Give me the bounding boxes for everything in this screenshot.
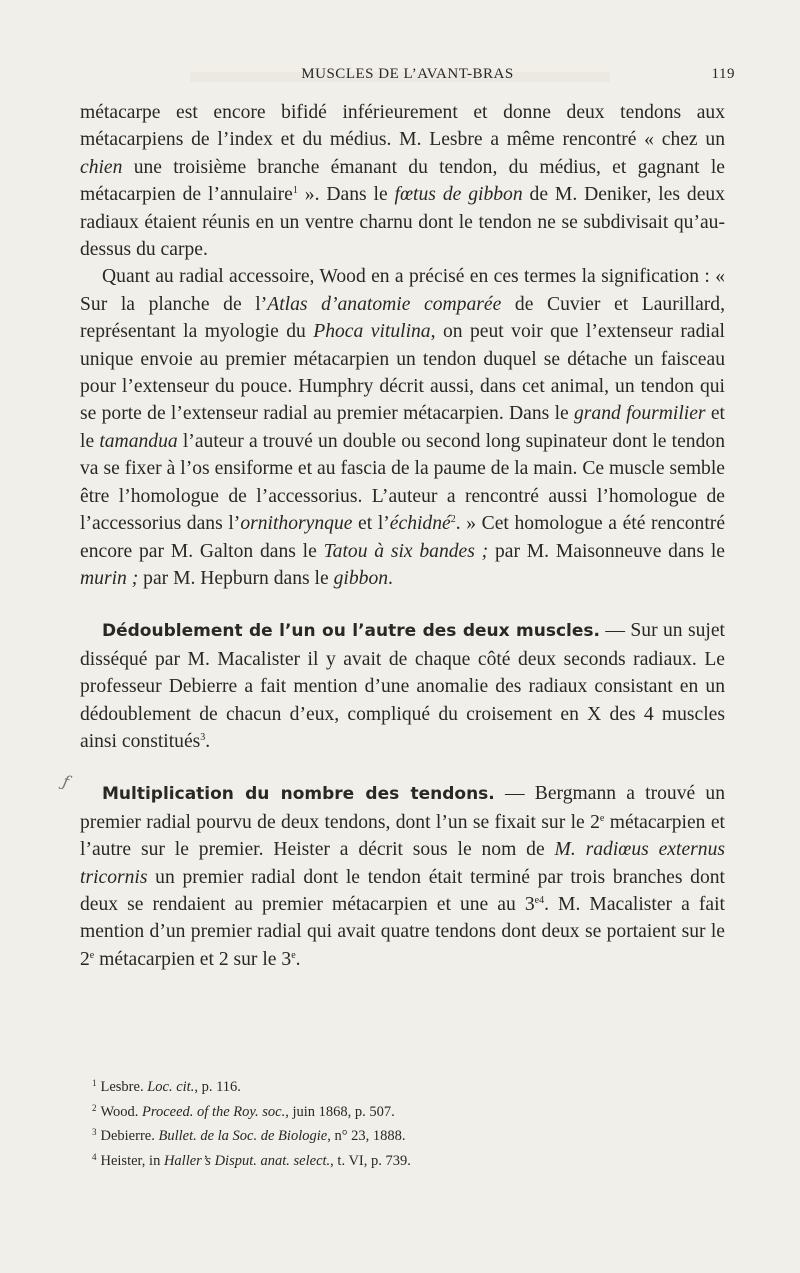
footnote-ref: 3	[200, 731, 206, 743]
paragraph: Quant au radial accessoire, Wood en a précisé en ces termes la signification : « Sur la planche de l’Atlas d’anatomie comparée de Cuvier et Laurillard, représentant la myologie du Phoca vitulina, on peut voir que l’extenseur radial unique envoie au premier métacarpien un tendon duquel se détache un faisceau pour l’extenseur du pouce. Humphry décrit aussi, dans cet animal, un tendon qui se porte de l’extenseur radial au premier métacarpien. Dans le grand fourmilier et le tamandua l’auteur a trouvé un double ou second long supinateur dont le tendon va se fixer à l’os ensiforme et au fascia de la paume de la main. Ce muscle semble être l’homologue de l’accessorius. L’auteur a rencontré aussi l’homologue de l’accessorius dans l’ornithorynque et l’échidné$^2$. » Cet homologue a été rencontré encore par M. Galton dans le Tatou à six bandes ; par M. Maisonneuve dans le murin ; par M. Hepburn dans le gibbon.	[80, 266, 726, 589]
paragraph: Multiplication du nombre des tendons. — Bergmann a trouvé un premier radial pourvu de deux tendons, dont l’un se fixait sur le 2e métacarpien et l’autre sur le premier. Heister a décrit sous le nom de M. radiœus externus tricornis un premier radial dont le tendon était terminé par trois branches dont deux se rendaient au premier métacarpien et une au $3^{e4}$. M. Macalister a fait mention d’un premier radial qui avait quatre tendons dont deux se portaient sur le 2e métacarpien et 2 sur le 3e.	[80, 783, 725, 970]
pencil-margin-mark: ƒ	[61, 771, 71, 792]
footnote-ref: 4	[539, 894, 545, 906]
footnote: $^2$ Wood. Proceed. of the Roy. soc., juin 1868, p. 507.	[92, 1102, 395, 1120]
footnote: $^3$ Debierre. Bullet. de la Soc. de Biologie, n° 23, 1888.	[92, 1127, 406, 1144]
footnote-ref: 2	[450, 514, 456, 526]
paragraph: Dédoublement de l’un ou l’autre des deux muscles. — Sur un sujet disséqué par M. Macalister il y avait de chaque côté deux seconds radiaux. Le professeur Debierre a fait mention d’une anomalie des radiaux consistant en un dédoublement de chacun d’eux, compliqué du croisement en X des 4 muscles ainsi constitués$^3$.	[80, 620, 725, 752]
section-heading: Dédoublement de l’un ou l’autre des deux muscles.	[102, 621, 600, 642]
footnotes	[92, 1073, 712, 1171]
body-text	[80, 99, 725, 973]
section-heading: Multiplication du nombre des tendons.	[102, 784, 495, 805]
paragraph: métacarpe est encore bifidé inférieurement et donne deux tendons aux métacarpiens de l’index et du médius. M. Lesbre a même rencontré « chez un chien une troisième branche émanant du tendon, du médius, et gagnant le métacarpien de l’annulaire$^1$ ». Dans le fœtus de gibbon de M. Deniker, les deux radiaux étaient réunis en un ventre charnu dont le tendon ne se subdivisait qu’au-dessus du carpe.	[80, 102, 725, 261]
page-header	[80, 66, 735, 88]
page-number: 119	[711, 66, 735, 82]
footnote-ref: 1	[292, 185, 298, 197]
footnote: $^4$ Heister, in Haller’s Disput. anat. select., t. VI, p. 739.	[92, 1151, 411, 1169]
running-title: MUSCLES DE L’AVANT-BRAS	[301, 66, 514, 82]
footnote: $^1$ Lesbre. Loc. cit., p. 116.	[92, 1078, 241, 1095]
